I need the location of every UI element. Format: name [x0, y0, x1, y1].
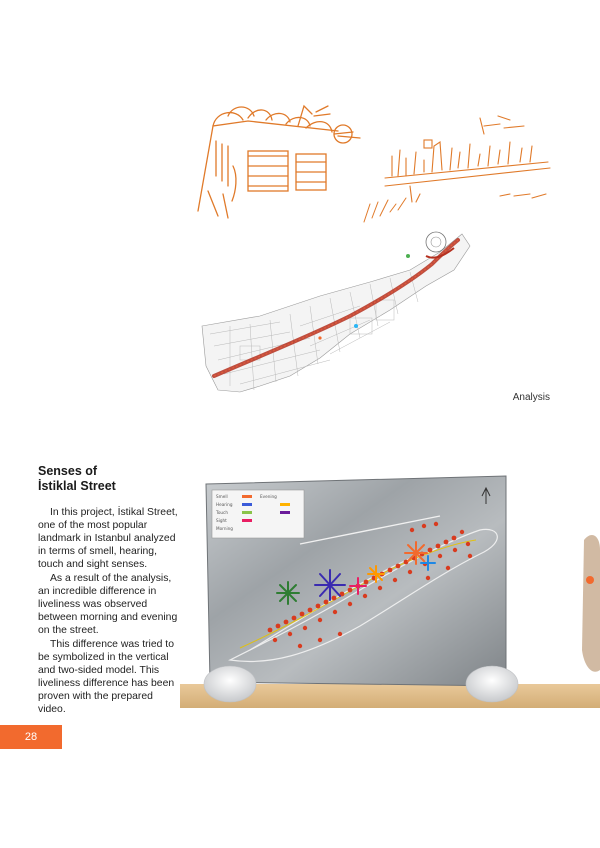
legend-label-3: Touch [216, 510, 229, 515]
model-photo [180, 470, 600, 708]
paragraph-intro: In this project, İstikal Street, one of the most popular landmark in Istanbul analyzed in terms of smell, hearing, touch and sight senses. [38, 507, 178, 570]
page-number-badge [0, 725, 62, 749]
istiklal-street-map [200, 226, 472, 402]
legend-label-6: Evening [260, 494, 277, 499]
street-sketch-drawing [188, 96, 366, 224]
legend-label-5: Morning [216, 526, 233, 531]
paragraph-result: As a result of the analysis, an incredible difference in liveliness was observed between morning and evening on the street. [38, 573, 178, 636]
legend-label-4: Sight [216, 518, 227, 523]
legend-label-2: Hearing [216, 502, 233, 507]
section-heading [38, 464, 178, 494]
annotation-scribble [360, 192, 410, 230]
heading-line-2: İstiklal Street [38, 479, 116, 493]
analysis-caption: Analysis [512, 392, 550, 403]
page-number: 28 [24, 731, 38, 743]
legend-label-1: Smell [216, 494, 228, 499]
paragraph-model: This difference was tried to be symbolized in the vertical and two-sided model. This liveliness difference has been proven with the prepared video. [38, 639, 175, 715]
heading-line-1: Senses of [38, 464, 98, 478]
